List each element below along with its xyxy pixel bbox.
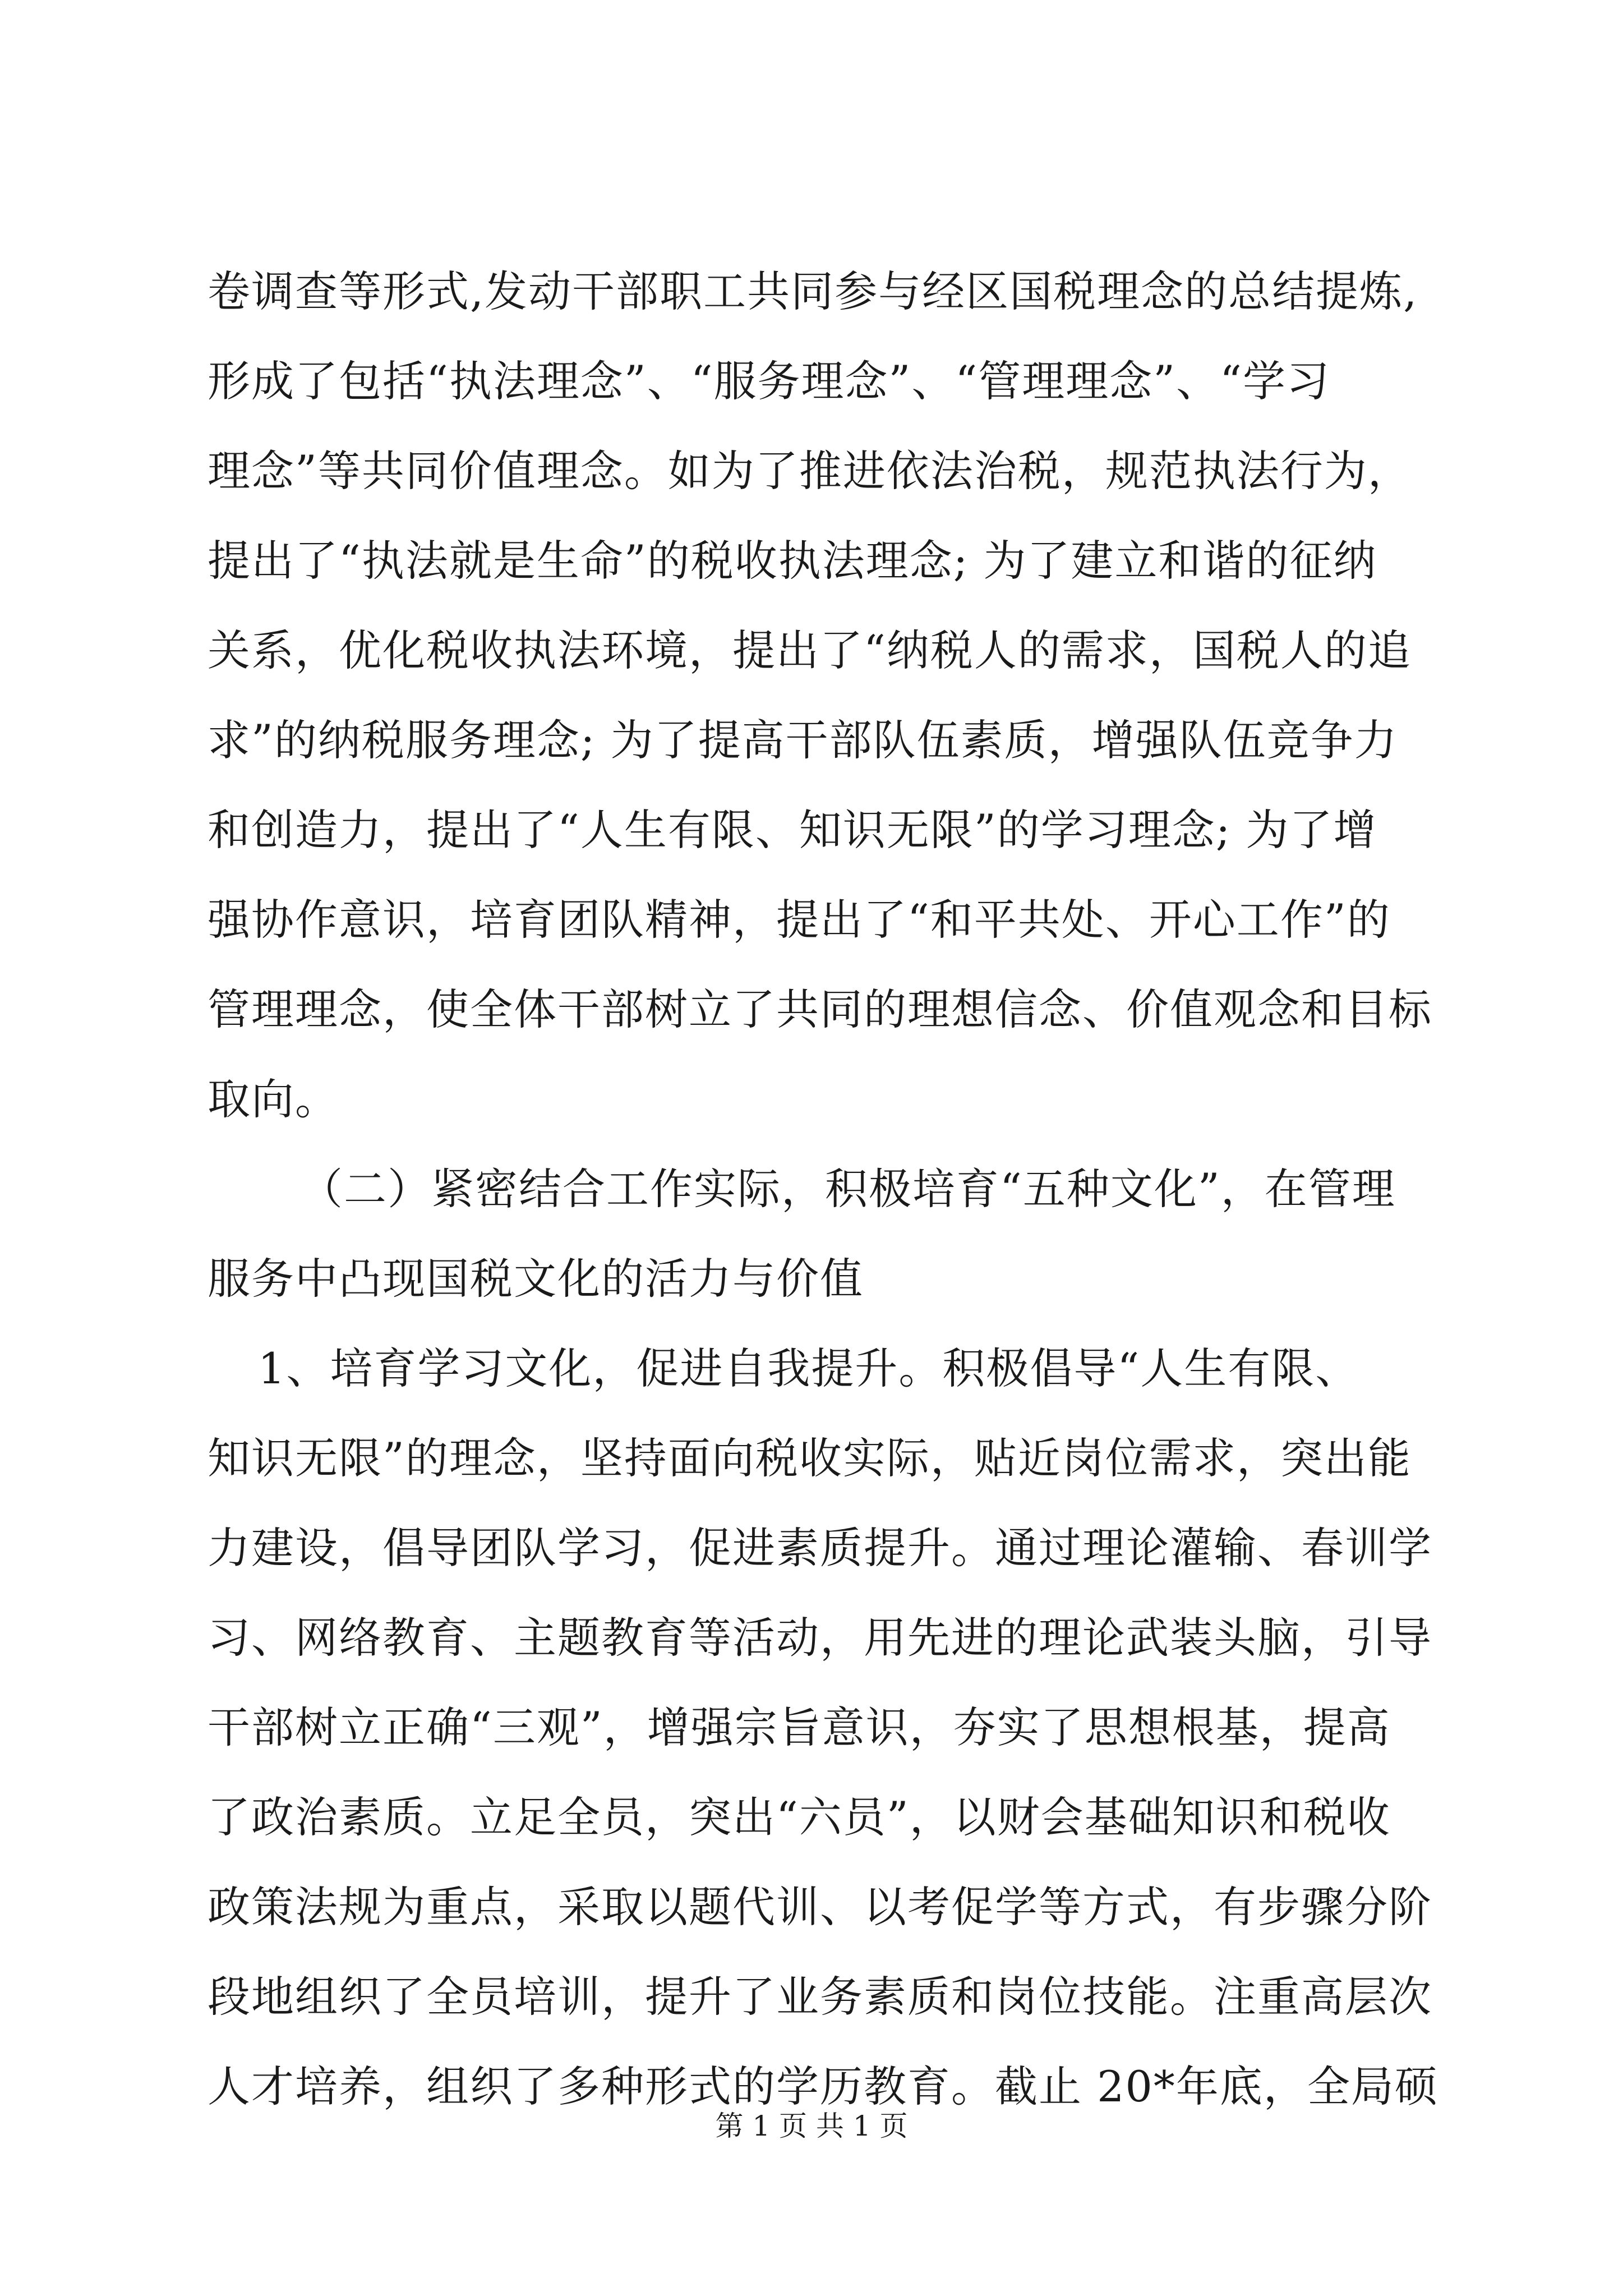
text-line: 人才培养，组织了多种形式的学历教育。截止 20*年底，全局硕: [208, 2062, 1438, 2111]
text-line: 和创造力，提出了“人生有限、知识无限”的学习理念; 为了增: [208, 805, 1377, 855]
text-line: 卷调查等形式,发动干部职工共同参与经区国税理念的总结提炼,: [208, 266, 1418, 316]
section-heading: （二）紧密结合工作实际，积极培育“五种文化”，在管理: [300, 1164, 1396, 1214]
page-footer: 第 1 页 共 1 页: [715, 2110, 908, 2142]
text-line: 取向。: [208, 1074, 339, 1124]
text-line: 政策法规为重点，采取以题代训、以考促学等方式，有步骤分阶: [208, 1882, 1432, 1932]
text-line: 力建设，倡导团队学习，促进素质提升。通过理论灌输、春训学: [208, 1523, 1432, 1573]
text-line: 管理理念，使全体干部树立了共同的理想信念、价值观念和目标: [208, 984, 1432, 1034]
section-heading-continued: 服务中凸现国税文化的活力与价值: [208, 1254, 864, 1304]
text-line: 形成了包括“执法理念”、“服务理念”、“管理理念”、“学习: [208, 356, 1330, 406]
text-line: 求”的纳税服务理念; 为了提高干部队伍素质，增强队伍竞争力: [208, 715, 1398, 765]
text-line: 提出了“执法就是生命”的税收执法理念; 为了建立和谐的征纳: [208, 536, 1377, 586]
text-line: 段地组织了全员培训，提升了业务素质和岗位技能。注重高层次: [208, 1972, 1432, 2022]
text-line: 理念”等共同价值理念。如为了推进依法治税，规范执法行为，: [208, 446, 1412, 496]
text-line: 习、网络教育、主题教育等活动，用先进的理论武装头脑，引导: [208, 1613, 1432, 1663]
text-line: 了政治素质。立足全员，突出“六员”，以财会基础知识和税收: [208, 1792, 1391, 1842]
paragraph-start: 1、培育学习文化，促进自我提升。积极倡导“人生有限、: [258, 1343, 1359, 1393]
text-line: 知识无限”的理念，坚持面向税收实际，贴近岗位需求，突出能: [208, 1433, 1412, 1483]
text-line: 干部树立正确“三观”，增强宗旨意识，夯实了思想根基，提高: [208, 1703, 1391, 1752]
text-line: 强协作意识，培育团队精神，提出了“和平共处、开心工作”的: [208, 895, 1391, 945]
text-line: 关系，优化税收执法环境，提出了“纳税人的需求，国税人的追: [208, 625, 1412, 675]
